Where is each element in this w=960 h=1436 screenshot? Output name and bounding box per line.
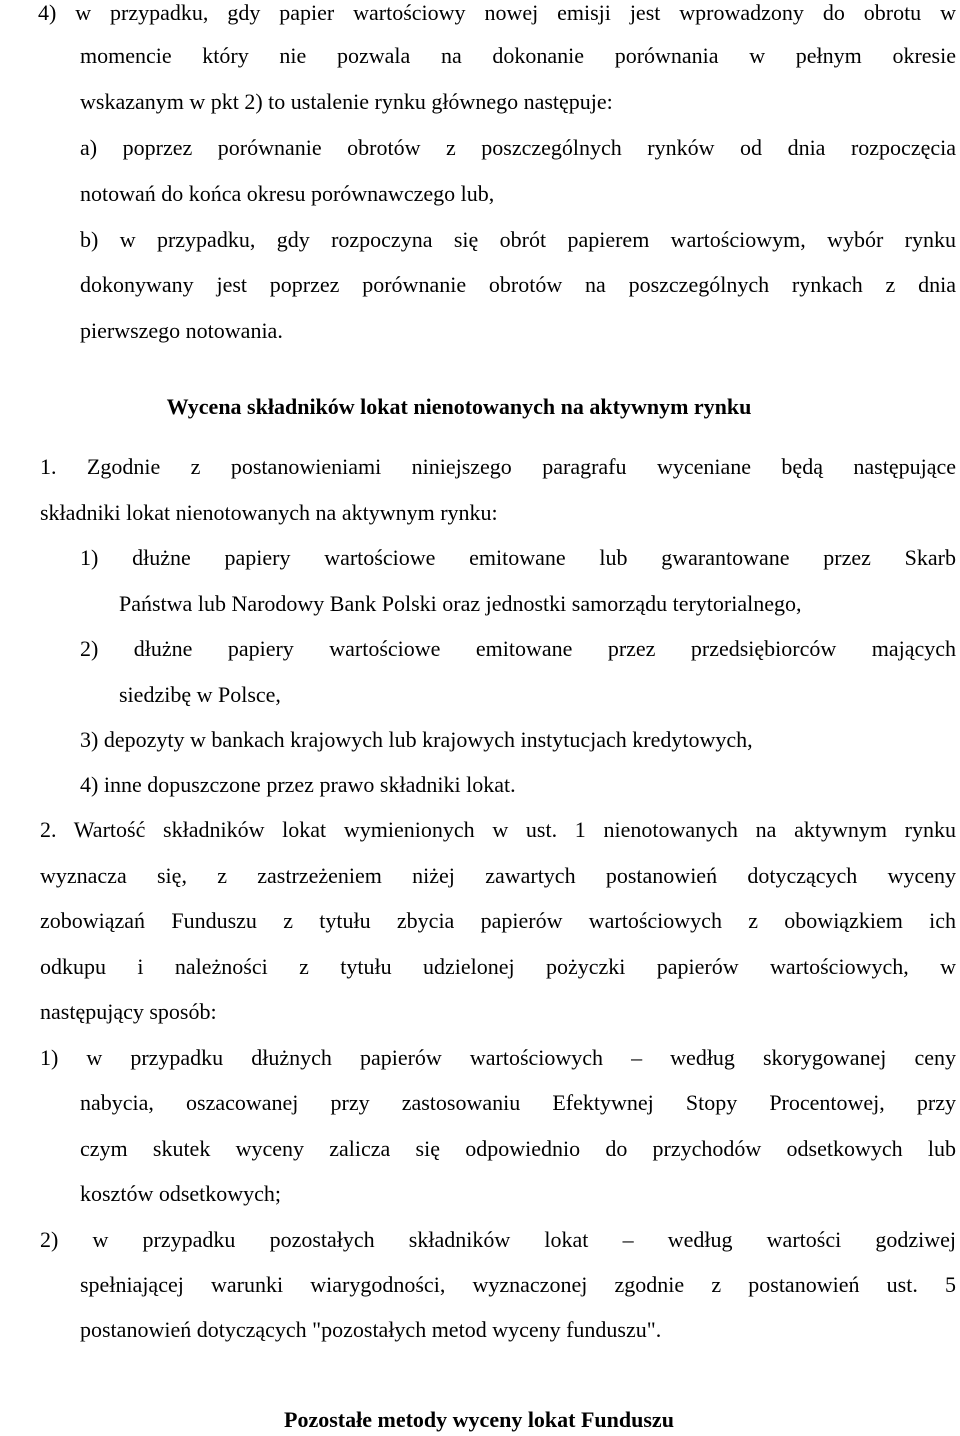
section1-line-2: składniki lokat nienotowanych na aktywnym rynku: <box>40 500 498 525</box>
section2-line-5: następujący sposób: <box>40 999 217 1024</box>
intro-item4-line-1: 4) w przypadku, gdy papier wartościowy nowej emisji jest wprowadzony do obrotu w <box>38 0 956 25</box>
section2-line-3: zobowiązań Funduszu z tytułu zbycia papierów wartościowych z obowiązkiem ich <box>40 908 956 933</box>
section-heading-unlisted: Wycena składników lokat nienotowanych na aktywnym rynku <box>166 394 752 419</box>
section2-item2-line-2: spełniającej warunki wiarygodności, wyznaczonej zgodnie z postanowień ust. 5 <box>80 1272 956 1297</box>
section1-item1-line-2: Państwa lub Narodowy Bank Polski oraz jednostki samorządu terytorialnego, <box>119 591 802 616</box>
intro-sub-a-line-2: notowań do końca okresu porównawczego lub, <box>80 181 495 206</box>
intro-sub-a-line-1: a) poprzez porównanie obrotów z poszczególnych rynków od dnia rozpoczęcia <box>80 135 956 160</box>
section1-line-1: 1. Zgodnie z postanowieniami niniejszego paragrafu wyceniane będą następujące <box>40 454 956 479</box>
intro-item4-line-2: momencie który nie pozwala na dokonanie porównania w pełnym okresie <box>80 43 956 68</box>
section1-item3: 3) depozyty w bankach krajowych lub krajowych instytucjach kredytowych, <box>80 727 753 752</box>
intro-item4-line-3: wskazanym w pkt 2) to ustalenie rynku głównego następuje: <box>80 89 613 114</box>
section2-item1-line-2: nabycia, oszacowanej przy zastosowaniu Efektywnej Stopy Procentowej, przy <box>80 1090 956 1115</box>
section1-item2-line-1: 2) dłużne papiery wartościowe emitowane przez przedsiębiorców mających <box>80 636 956 661</box>
section2-line-4: odkupu i należności z tytułu udzielonej pożyczki papierów wartościowych, w <box>40 954 956 979</box>
section2-item1-line-4: kosztów odsetkowych; <box>80 1181 282 1206</box>
intro-sub-b-line-2: dokonywany jest poprzez porównanie obrotów na poszczególnych rynkach z dnia <box>80 272 956 297</box>
section2-item2-line-1: 2) w przypadku pozostałych składników lokat – według wartości godziwej <box>40 1227 956 1252</box>
section2-line-2: wyznacza się, z zastrzeżeniem niżej zawartych postanowień dotyczących wyceny <box>40 863 956 888</box>
section2-item1-line-1: 1) w przypadku dłużnych papierów wartościowych – według skorygowanej ceny <box>40 1045 956 1070</box>
section1-item1-line-1: 1) dłużne papiery wartościowe emitowane lub gwarantowane przez Skarb <box>80 545 956 570</box>
section1-item2-line-2: siedzibę w Polsce, <box>119 682 281 707</box>
section2-item1-line-3: czym skutek wyceny zalicza się odpowiednio do przychodów odsetkowych lub <box>80 1136 956 1161</box>
section2-item2-line-3: postanowień dotyczących "pozostałych metod wyceny funduszu". <box>80 1317 662 1342</box>
intro-sub-b-line-3: pierwszego notowania. <box>80 318 283 343</box>
section1-item4: 4) inne dopuszczone przez prawo składniki lokat. <box>80 772 516 797</box>
section2-line-1: 2. Wartość składników lokat wymienionych w ust. 1 nienotowanych na aktywnym rynku <box>40 817 956 842</box>
section-heading-other-methods: Pozostałe metody wyceny lokat Funduszu <box>284 1407 674 1432</box>
intro-sub-b-line-1: b) w przypadku, gdy rozpoczyna się obrót papierem wartościowym, wybór rynku <box>80 227 956 252</box>
